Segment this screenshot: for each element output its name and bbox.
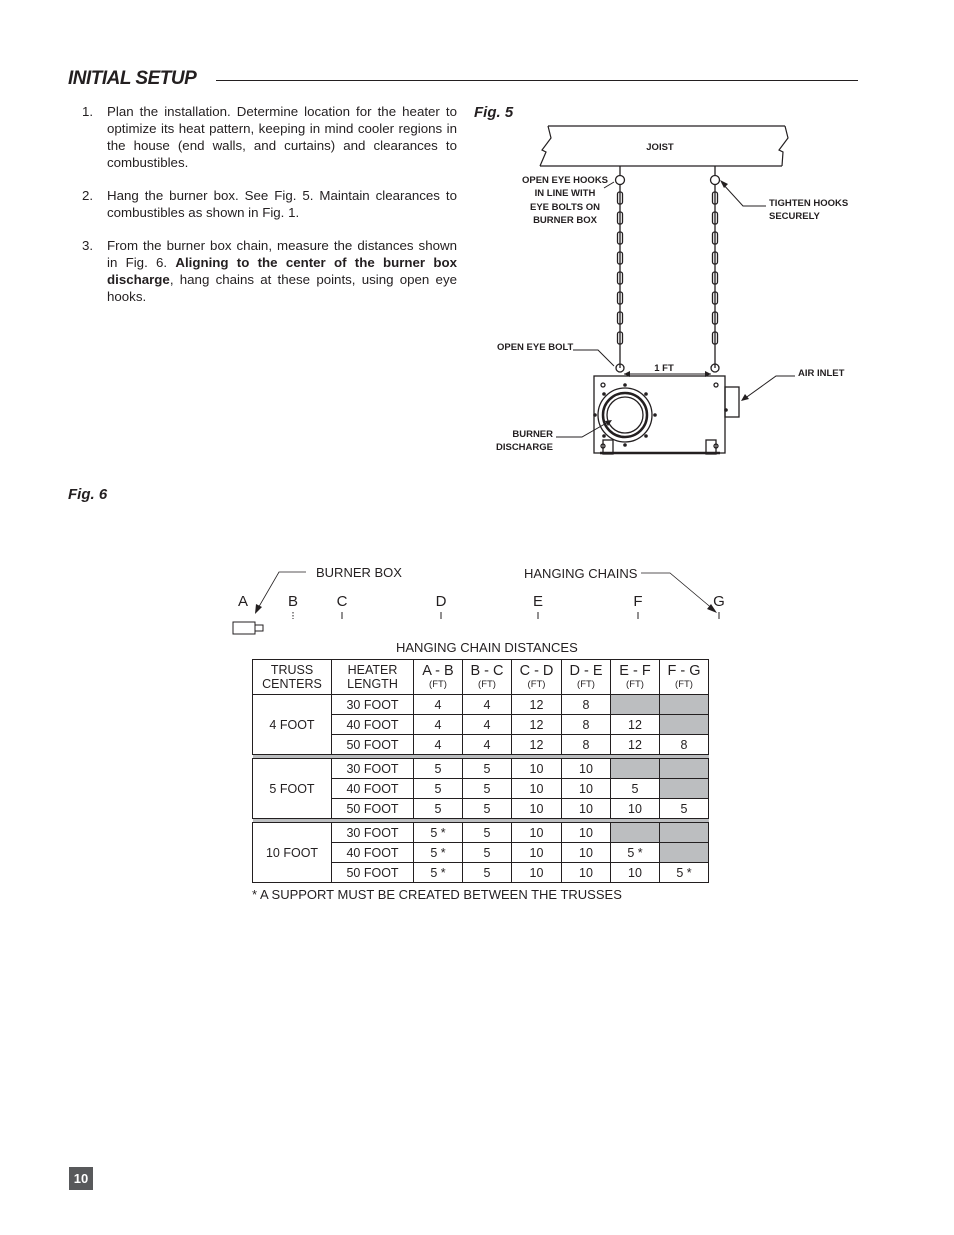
burner-bolts <box>593 383 728 447</box>
header-a-b: A - B (FT) <box>414 660 463 695</box>
value-cell: 10 <box>562 759 611 779</box>
value-cell: 10 <box>512 799 562 819</box>
arrowhead <box>720 180 728 188</box>
open-eye-hooks-label <box>522 175 608 226</box>
value-cell: 8 <box>660 735 709 755</box>
step-text-post: , hang chains at these points, using open eye hooks. <box>107 272 457 304</box>
value-cell: 4 <box>414 735 463 755</box>
shaded-cell <box>660 695 709 715</box>
one-ft-label: 1 FT <box>654 363 674 374</box>
value-cell: 10 <box>512 843 562 863</box>
value-cell: 5 * <box>660 863 709 883</box>
length-cell: 40 FOOT <box>332 779 414 799</box>
value-cell: 5 * <box>611 843 660 863</box>
svg-text:TIGHTEN HOOKS: TIGHTEN HOOKS <box>769 198 849 209</box>
value-cell: 5 <box>463 843 512 863</box>
value-cell: 10 <box>562 823 611 843</box>
table-row <box>253 695 709 715</box>
truss-cell: 10 FOOT <box>253 823 332 883</box>
arrowhead <box>255 604 262 614</box>
table-header-row <box>253 660 709 695</box>
value-cell: 8 <box>562 715 611 735</box>
point-c: C <box>336 593 348 610</box>
shaded-cell <box>660 823 709 843</box>
value-cell: 10 <box>562 863 611 883</box>
svg-text:DISCHARGE: DISCHARGE <box>495 442 553 453</box>
burner-box-label: BURNER BOX <box>316 565 402 580</box>
value-cell: 10 <box>611 863 660 883</box>
svg-text:IN LINE WITH: IN LINE WITH <box>534 188 596 199</box>
burner-box-icon <box>233 622 263 634</box>
value-cell: 5 <box>463 799 512 819</box>
value-cell: 5 <box>463 863 512 883</box>
step-text: Hang the burner box. See Fig. 5. Maintain clearances to combustibles as shown in Fig. 1. <box>107 188 457 220</box>
length-cell: 30 FOOT <box>332 695 414 715</box>
value-cell: 4 <box>414 715 463 735</box>
step-text <box>107 237 457 305</box>
leader-line <box>744 376 795 399</box>
header-heater-length: HEATER LENGTH <box>332 660 414 695</box>
table-footnote: * A SUPPORT MUST BE CREATED BETWEEN THE TRUSSES <box>252 887 622 902</box>
step-text: Plan the installation. Determine location for the heater to optimize its heat pattern, keeping in mind cooler regions in the house (end walls, and curtains) and clearances to combustibles. <box>107 104 457 170</box>
step-item <box>82 237 457 305</box>
value-cell: 12 <box>512 695 562 715</box>
table-row <box>253 759 709 779</box>
leader-line <box>641 573 714 610</box>
length-cell: 40 FOOT <box>332 715 414 735</box>
length-cell: 50 FOOT <box>332 863 414 883</box>
value-cell: 4 <box>463 695 512 715</box>
header-e-f: E - F (FT) <box>611 660 660 695</box>
svg-text:BURNER: BURNER <box>512 429 553 440</box>
value-cell: 5 * <box>414 823 463 843</box>
point-d: D <box>435 593 447 610</box>
value-cell: 10 <box>512 759 562 779</box>
table-caption: HANGING CHAIN DISTANCES <box>396 640 578 655</box>
header-d-e: D - E (FT) <box>562 660 611 695</box>
shaded-cell <box>660 715 709 735</box>
open-eye-bolt-label: OPEN EYE BOLT <box>497 342 574 353</box>
point-e: E <box>532 593 544 610</box>
value-cell: 5 <box>611 779 660 799</box>
leader-line <box>573 350 614 366</box>
length-cell: 50 FOOT <box>332 735 414 755</box>
value-cell: 12 <box>512 735 562 755</box>
point-g: G <box>713 593 725 610</box>
value-cell: 10 <box>562 799 611 819</box>
point-labels <box>238 593 725 610</box>
leader-line <box>722 183 766 206</box>
shaded-cell <box>611 759 660 779</box>
truss-cell: 5 FOOT <box>253 759 332 819</box>
leader-line <box>257 572 306 610</box>
joist-label: JOIST <box>646 142 674 153</box>
value-cell: 5 <box>463 823 512 843</box>
hanging-chains-label: HANGING CHAINS <box>524 566 638 581</box>
step-item <box>82 103 457 171</box>
value-cell: 5 <box>414 759 463 779</box>
svg-text:OPEN EYE HOOKS: OPEN EYE HOOKS <box>521 175 609 186</box>
svg-text:BURNER BOX: BURNER BOX <box>533 215 597 226</box>
step-text-pre: From the burner box chain, measure the distances shown in Fig. 6. <box>107 238 457 270</box>
length-cell: 30 FOOT <box>332 823 414 843</box>
value-cell: 12 <box>512 715 562 735</box>
step-text-bold: Aligning to the center of the burner box discharge <box>107 255 457 287</box>
value-cell: 8 <box>562 735 611 755</box>
step-number: 3. <box>82 238 94 253</box>
tighten-hooks-label <box>769 198 848 222</box>
step-item <box>82 187 457 221</box>
value-cell: 5 <box>660 799 709 819</box>
step-number: 1. <box>82 104 94 119</box>
shaded-cell <box>660 779 709 799</box>
table-row <box>253 823 709 843</box>
hanging-chain-table <box>252 659 709 883</box>
header-b-c: B - C (FT) <box>463 660 512 695</box>
setup-steps <box>82 103 457 321</box>
fig6-diagram <box>225 560 735 640</box>
header-f-g: F - G (FT) <box>660 660 709 695</box>
value-cell: 4 <box>463 735 512 755</box>
value-cell: 5 * <box>414 843 463 863</box>
point-a: A <box>237 593 249 610</box>
truss-cell: 4 FOOT <box>253 695 332 755</box>
section-rule <box>216 80 858 81</box>
value-cell: 10 <box>512 863 562 883</box>
value-cell: 5 <box>414 799 463 819</box>
value-cell: 10 <box>512 823 562 843</box>
value-cell: 4 <box>463 715 512 735</box>
burner-box <box>594 376 739 454</box>
section-title: INITIAL SETUP <box>68 68 197 89</box>
page-number: 10 <box>69 1167 93 1190</box>
length-cell: 40 FOOT <box>332 843 414 863</box>
header-c-d: C - D (FT) <box>512 660 562 695</box>
header-truss-centers: TRUSS CENTERS <box>253 660 332 695</box>
value-cell: 8 <box>562 695 611 715</box>
fig5-label: Fig. 5 <box>474 104 514 121</box>
value-cell: 12 <box>611 715 660 735</box>
right-chain <box>711 166 720 372</box>
value-cell: 12 <box>611 735 660 755</box>
fig5-diagram <box>480 118 860 463</box>
value-cell: 5 <box>414 779 463 799</box>
value-cell: 4 <box>414 695 463 715</box>
fig6-label: Fig. 6 <box>68 486 108 503</box>
value-cell: 10 <box>562 779 611 799</box>
point-b: B <box>287 593 299 610</box>
burner-discharge-label <box>496 429 553 453</box>
value-cell: 10 <box>562 843 611 863</box>
point-ticks <box>293 612 719 619</box>
step-number: 2. <box>82 188 94 203</box>
point-f: F <box>633 593 643 610</box>
value-cell: 10 <box>512 779 562 799</box>
value-cell: 5 * <box>414 863 463 883</box>
value-cell: 5 <box>463 759 512 779</box>
length-cell: 50 FOOT <box>332 799 414 819</box>
length-cell: 30 FOOT <box>332 759 414 779</box>
shaded-cell <box>660 759 709 779</box>
air-inlet-label: AIR INLET <box>798 368 845 379</box>
value-cell: 10 <box>611 799 660 819</box>
arrowhead <box>741 394 749 401</box>
svg-text:EYE BOLTS ON: EYE BOLTS ON <box>529 202 601 213</box>
value-cell: 5 <box>463 779 512 799</box>
left-chain <box>616 166 625 372</box>
shaded-cell <box>611 695 660 715</box>
shaded-cell <box>660 843 709 863</box>
svg-text:SECURELY: SECURELY <box>769 211 820 222</box>
shaded-cell <box>611 823 660 843</box>
